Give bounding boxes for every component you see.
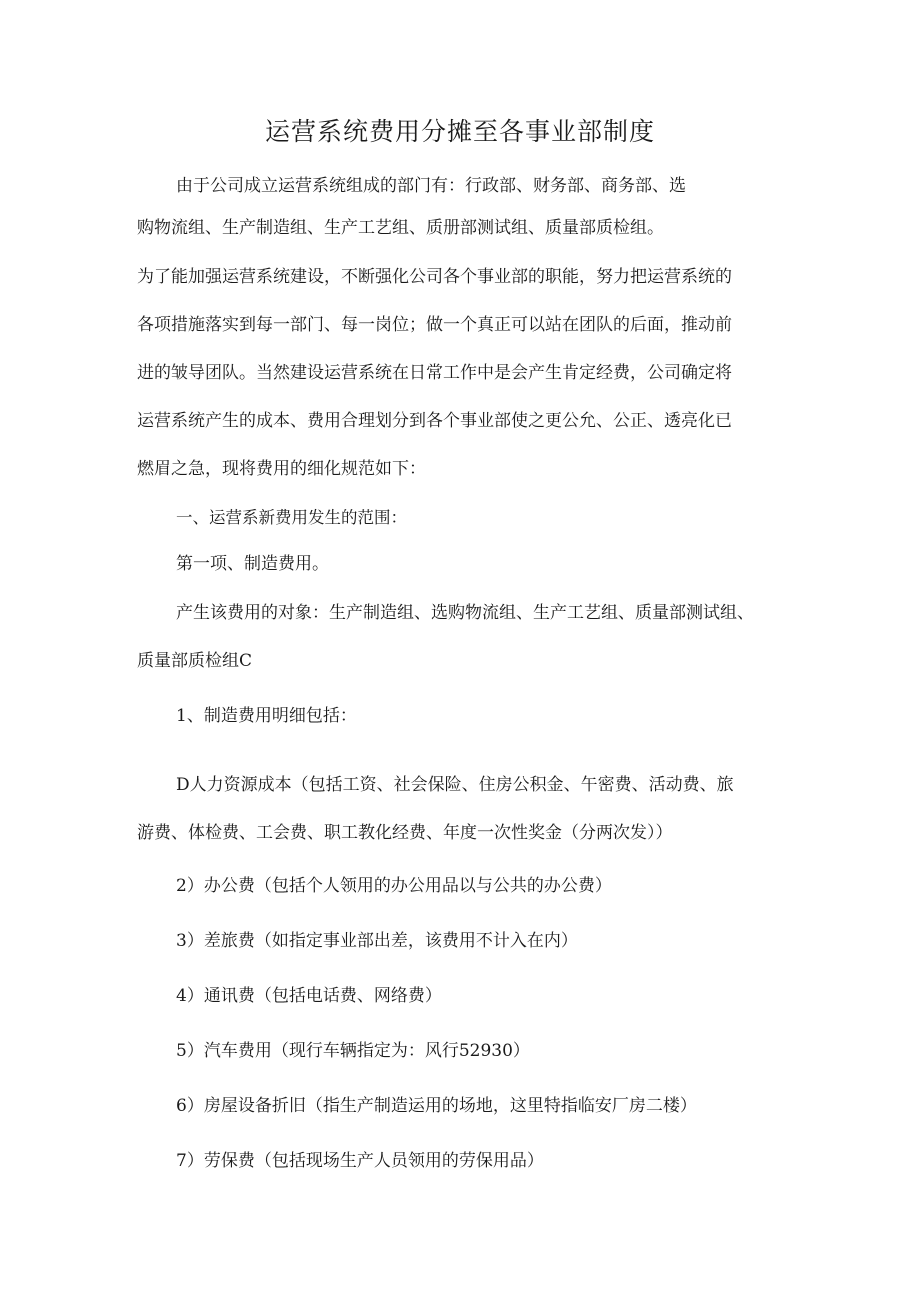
section-heading: 一、运营系新费用发生的范围：	[176, 508, 407, 527]
detail-line-5: 4）通讯费（包括电话费、网络费）	[176, 986, 442, 1006]
item-objects-line-2: 质量部质检组C	[137, 651, 253, 671]
item-title: 第一项、制造费用。	[176, 554, 329, 574]
detail-line-3: 2）办公费（包括个人领用的办公用品以与公共的办公费）	[176, 876, 612, 896]
detail-line-2: 游费、体检费、工会费、职工教化经费、年度一次性奖金（分两次发））	[137, 823, 673, 843]
detail-line-4: 3）差旅费（如指定事业部出差，该费用不计入在内）	[176, 931, 578, 951]
detail-line-6: 5）汽车费用（现行车辆指定为：风行52930）	[176, 1041, 530, 1061]
intro-line-1: 由于公司成立运营系统组成的部门有：行政部、财务部、商务部、选	[176, 176, 686, 196]
detail-line-8: 7）劳保费（包括现场生产人员领用的劳保用品）	[176, 1151, 544, 1171]
document-title: 运营系统费用分摊至各事业部制度	[264, 117, 655, 146]
purpose-line-5: 燃眉之急，现将费用的细化规范如下：	[137, 459, 426, 479]
detail-heading: 1、制造费用明细包括：	[176, 706, 357, 726]
intro-line-2: 购物流组、生产制造组、生产工艺组、质册部测试组、质量部质检组。	[137, 218, 664, 238]
detail-line-7: 6）房屋设备折旧（指生产制造运用的场地，这里特指临安厂房二楼）	[176, 1096, 697, 1116]
detail-line-1: D人力资源成本（包括工资、社会保险、住房公积金、午密费、活动费、旅	[176, 775, 734, 795]
purpose-line-3: 进的皱导团队。当然建设运营系统在日常工作中是会产生肯定经费，公司确定将	[137, 363, 732, 383]
item-objects-line-1: 产生该费用的对象：生产制造组、选购物流组、生产工艺组、质量部测试组、	[176, 603, 754, 623]
purpose-line-1: 为了能加强运营系统建设，不断强化公司各个事业部的职能，努力把运营系统的	[137, 267, 732, 287]
purpose-line-2: 各项措施落实到每一部门、每一岗位；做一个真正可以站在团队的后面，推动前	[137, 315, 732, 335]
purpose-line-4: 运营系统产生的成本、费用合理划分到各个事业部使之更公允、公正、透亮化已	[137, 411, 732, 431]
